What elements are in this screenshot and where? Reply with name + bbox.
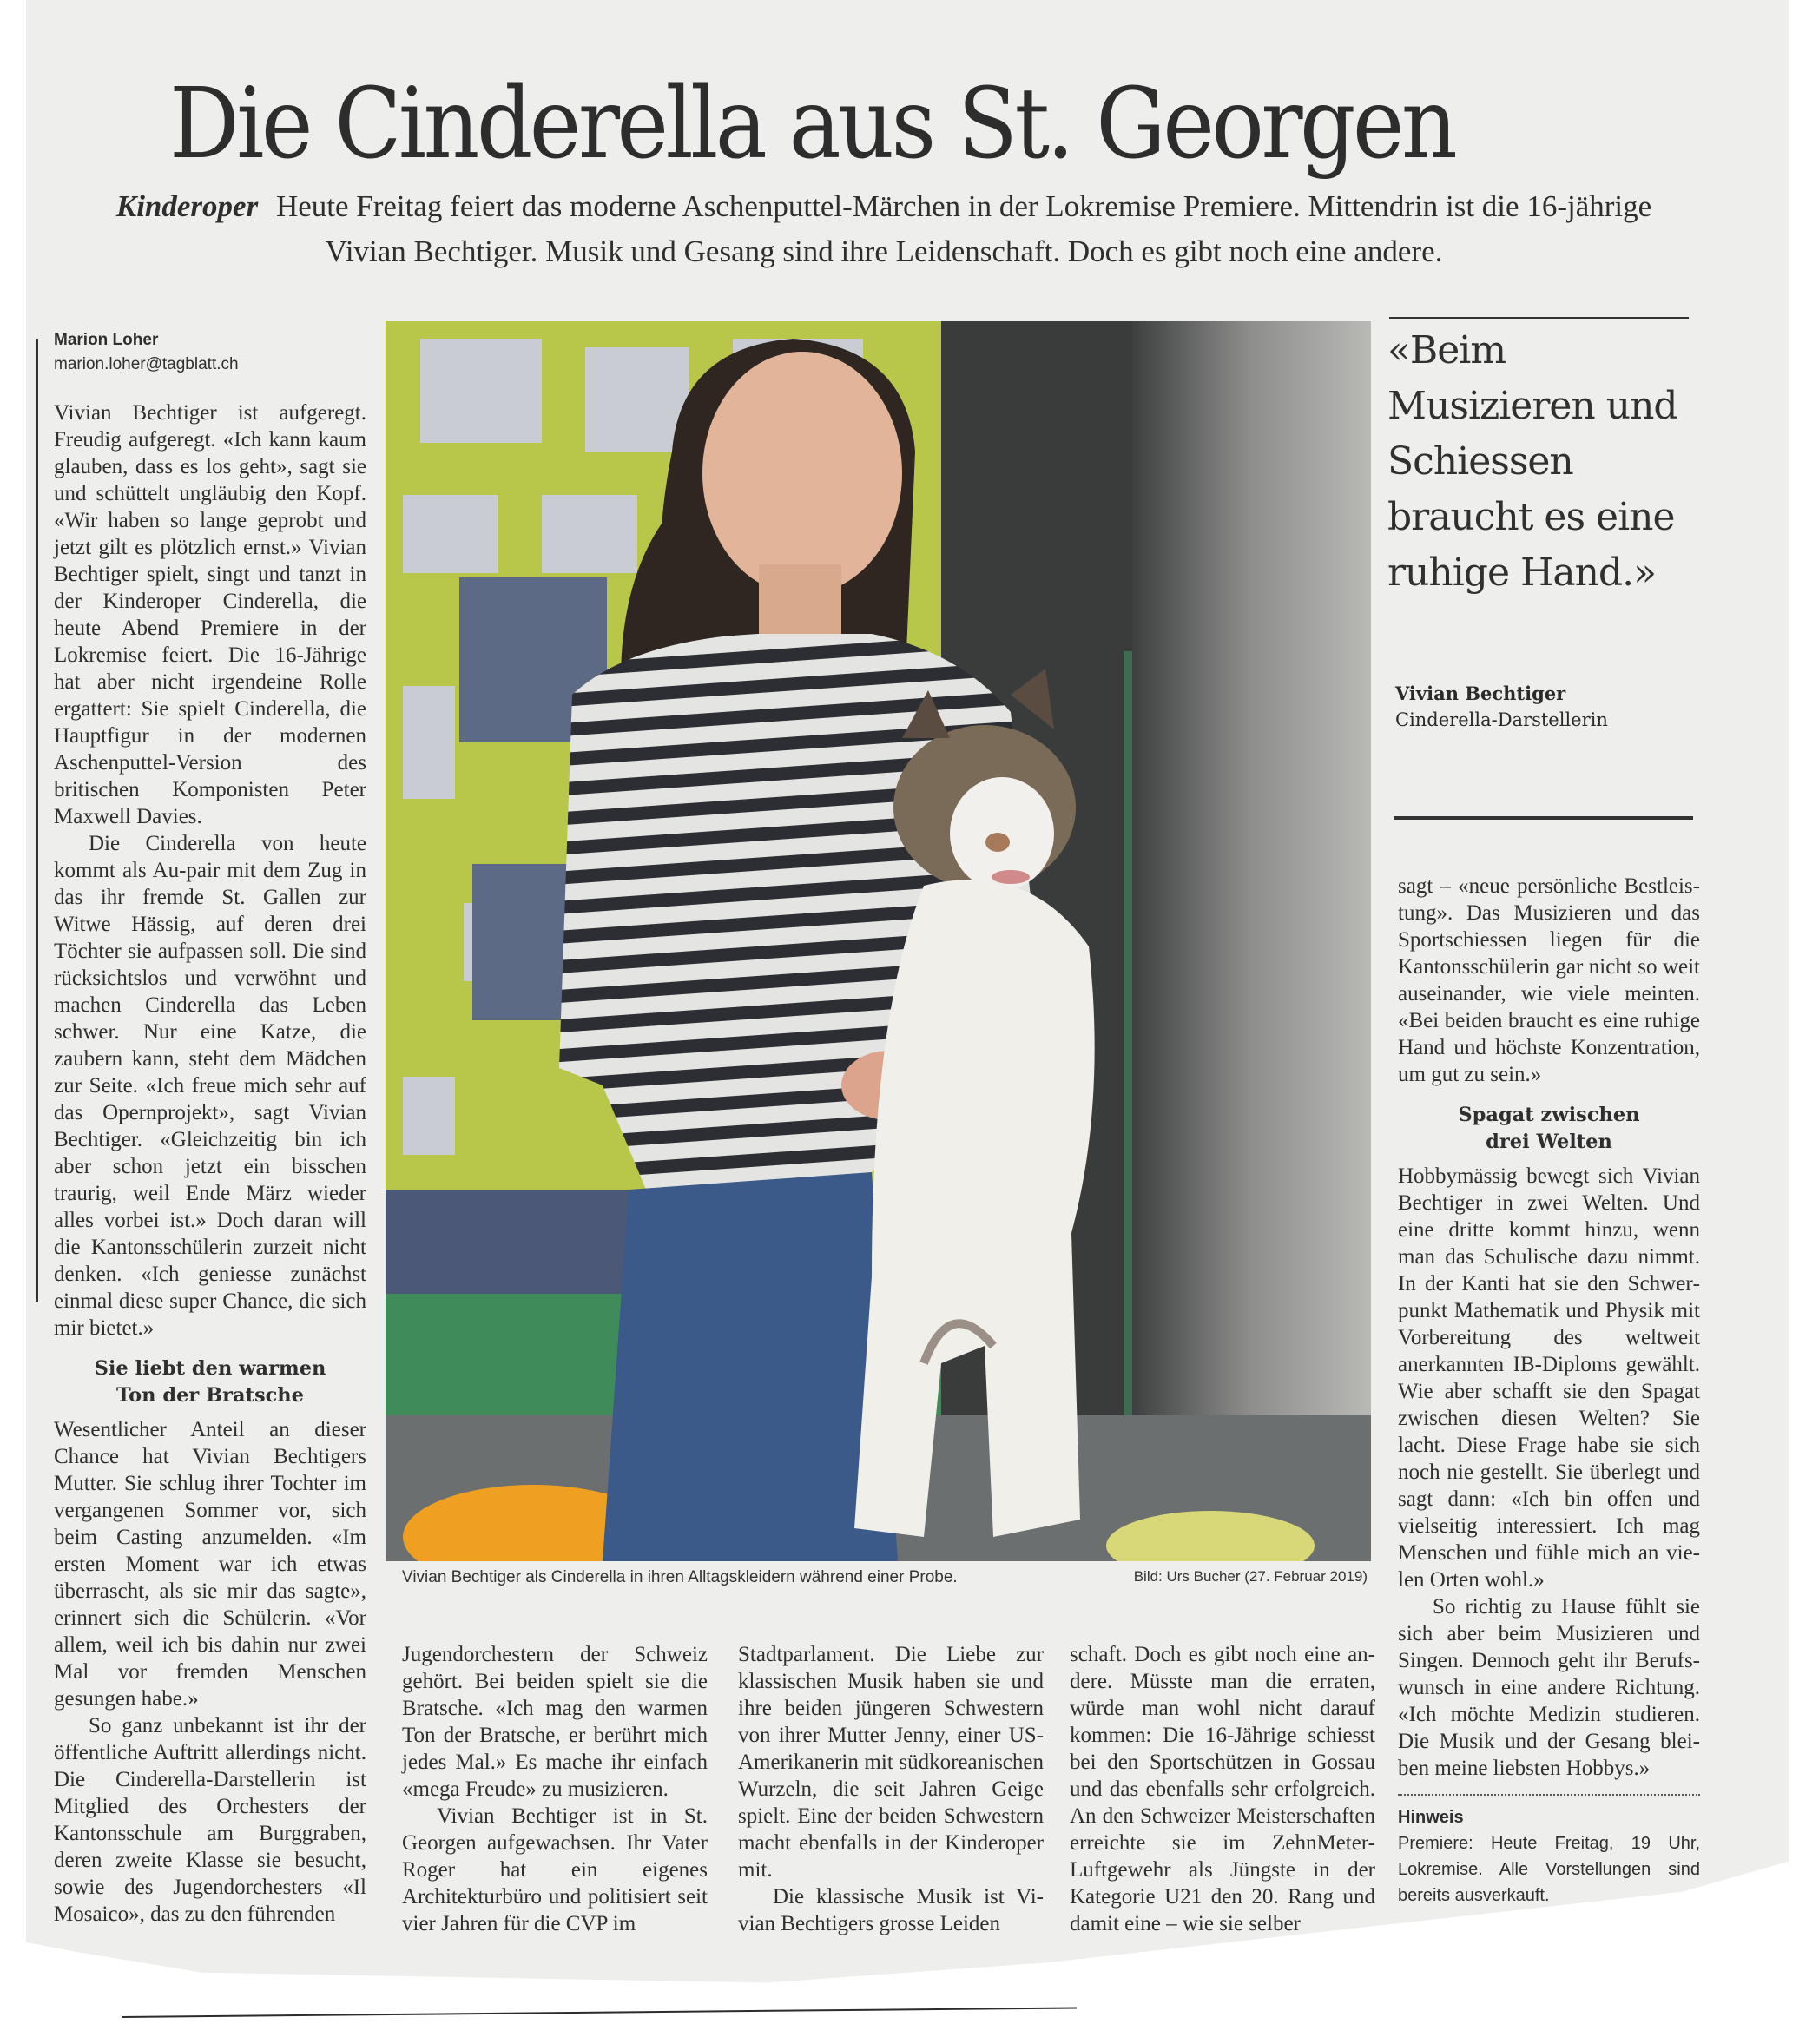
hinweis-text: Premiere: Heute Freitag, 19 Uhr, Lokremise. Alle Vorstellungen sind bereits ausverkauft. [1398,1834,1700,1905]
pullquote-name: Vivian Bechtiger [1395,682,1566,704]
column-5 [1398,873,1700,1909]
photo-girl-with-cat-puppet [386,321,1371,1561]
paragraph: Wesentlicher Anteil an dieser Chance hat Vivian Bechtigers Mutter. Sie schlug ihrer Tochter im vergangenen Sommer vor, sich beim Casting anzumelden. «Im ersten Moment war ich etwas überrascht, als sie mir das sagte», erinnert sich die Schülerin. «Vor allem, weil ich bis dahin nur zwei Mal vor fremden Menschen gesungen habe.» [54,1418,366,1711]
subheading: Sie liebt den warmen Ton der Bratsche [94,1357,326,1407]
author-block [54,328,366,377]
paragraph: schaft. Doch es gibt noch eine andere. Müsste man die erraten, würde man wohl nicht darauf kommen: Die 16-Jährige schiesst bei den Sportschützen in Gossau und das ebenfalls sehr erfolgreich. An den Schweizer Meisterschaften erreichte sie im ZehnMeter-Luftgewehr als Jüngste in der Kategorie U21 den 20. Rang und damit eine – wie sie selber [1070,1643,1375,1935]
dotted-separator [1398,1794,1700,1796]
pullquote-text: «Beim Musizieren und Schiessen braucht es eine ruhige Hand.» [1387,328,1677,595]
paragraph: sagt – «neue persönliche Bestleistung». Das Musizieren und das Sportschiessen liegen für die Kantonsschülerin gar nicht so weit auseinander, wie viele meinten. «Bei beiden braucht es eine ruhige Hand und höchste Konzentration, um gut zu sein.» [1398,874,1700,1086]
photo-caption [402,1568,1368,1587]
paragraph: Die klassische Musik ist Vivian Bechtigers grosse Leiden [738,1885,1044,1935]
hinweis-label: Hinweis [1398,1808,1464,1827]
caption-text: Vivian Bechtiger als Cinderella in ihren Alltagskleidern während einer Probe. [402,1568,958,1586]
pullquote-role: Cinderella-Darstellerin [1395,709,1608,730]
pullquote-rule-bottom [1394,816,1693,820]
author-email: marion.loher@tagblatt.ch [54,355,239,373]
hinweis-box [1398,1804,1700,1909]
article-lead [76,184,1691,274]
paragraph: So ganz unbekannt ist ihr der öffentliche Auftritt allerdings nicht. Die Cinderella-Darstellerin ist Mitglied des Orchesters der Kantonsschule am Burggraben, deren zweite Klasse sie besucht, sowie des Jugendorchesters «Il Mosaico», das zu den führenden [54,1714,366,1926]
article-kicker: Kinderoper [115,189,259,223]
subheading: Spagat zwischen drei Welten [1458,1104,1640,1153]
column-1 [54,328,366,1928]
photo-credit: Bild: Urs Bucher (27. Februar 2019) [1133,1568,1368,1585]
clipping-cut-edge [122,2007,1077,2018]
column-3 [738,1641,1044,1937]
paragraph: Die Cinderella von heute kommt als Au-pair mit dem Zug in das ihr fremde St. Gallen zur Witwe Hässig, auf deren drei Töchter sie aufpassen soll. Die sind rücksichtslos und verwöhnt und machen Cinderella das Leben schwer. Nur eine Katze, die zaubern kann, steht dem Mädchen zur Seite. «Ich freue mich sehr auf das Opernprojekt», sagt Vivian Bechtiger. «Gleichzeitig bin ich aber schon jetzt ein bisschen traurig, weil Ende März wieder alles vorbei ist.» Doch daran will die Kantonsschülerin zurzeit nicht denken. «Ich geniesse zunächst einmal diese super Chance, die sich mir bietet.» [54,832,366,1340]
article-headline: Die Cinderella aus St. Georgen [169,68,1455,181]
paragraph: Vivian Bechtiger ist aufgeregt. Freudig aufgeregt. «Ich kann kaum glauben, dass es los geht», sagt sie und schüttelt ungläubig den Kopf. «Wir haben so lange geprobt und jetzt gilt es plötzlich ernst.» Vivian Bechtiger spielt, singt und tanzt in der Kinderoper Cinderella, die heute Abend Premiere in der Lokremise feiert. Die 16-Jährige hat aber nicht irgendeine Rolle ergattert: Sie spielt Cinderella, die Hauptfigur in der modernen Aschenputtel-Version des britischen Komponisten Peter Maxwell Davies. [54,401,366,828]
lead-text: Heute Freitag feiert das moderne Aschenputtel-Märchen in der Lokremise Premiere. Mittendrin ist die 16-jährige Vivian Bechtiger. Musik und Gesang sind ihre Leidenschaft. Doch es gibt noch eine andere. [275,189,1652,268]
column-2 [402,1641,708,1937]
column-4 [1070,1641,1375,1937]
paragraph: So richtig zu Hause fühlt sie sich aber beim Musizieren und Singen. Dennoch geht ihr Berufswunsch in eine andere Richtung. «Ich möchte Medizin studieren. Die Musik und der Gesang bleiben meine liebsten Hobbys.» [1398,1595,1700,1780]
paragraph: Hobbymässig bewegt sich Vivian Bechtiger in zwei Welten. Und eine dritte kommt hinzu, wenn man das Schulische dazu nimmt. In der Kanti hat sie den Schwerpunkt Mathematik und Physik mit Vorbereitung des weltweit anerkannten IB-Diploms gewählt. Wie aber schafft sie den Spagat zwischen diesen Welten? Sie lacht. Diese Frage habe sie sich noch nie gestellt. Sie überlegt und sagt dann: «Ich bin offen und vielseitig interessiert. Ich mag Menschen und fühle mich an vielen Orten wohl.» [1398,1164,1700,1592]
article-photo [386,321,1371,1561]
paragraph: Stadtparlament. Die Liebe zur klassischen Musik haben sie und ihre beiden jüngeren Schwestern von ihrer Mutter Jenny, einer US-Amerikanerin mit südkoreanischen Wurzeln, die seit Jahren Geige spielt. Eine der beiden Schwestern macht ebenfalls in der Kinderoper mit. [738,1643,1044,1882]
author-name: Marion Loher [54,331,159,349]
paragraph: Vivian Bechtiger ist in St. Georgen aufgewachsen. Ihr Vater Roger hat ein eigenes Architekturbüro und politisiert seit vier Jahren für die CVP im [402,1804,708,1935]
pullquote-attribution [1395,681,1690,733]
pullquote-rule-top [1389,317,1689,319]
paragraph: Jugendorchestern der Schweiz gehört. Bei beiden spielt sie die Bratsche. «Ich mag den warmen Ton der Bratsche, er berührt mich jedes Mal.» Es mache ihr einfach «mega Freude» zu musizieren. [402,1643,708,1801]
left-border-rule [36,339,38,1302]
